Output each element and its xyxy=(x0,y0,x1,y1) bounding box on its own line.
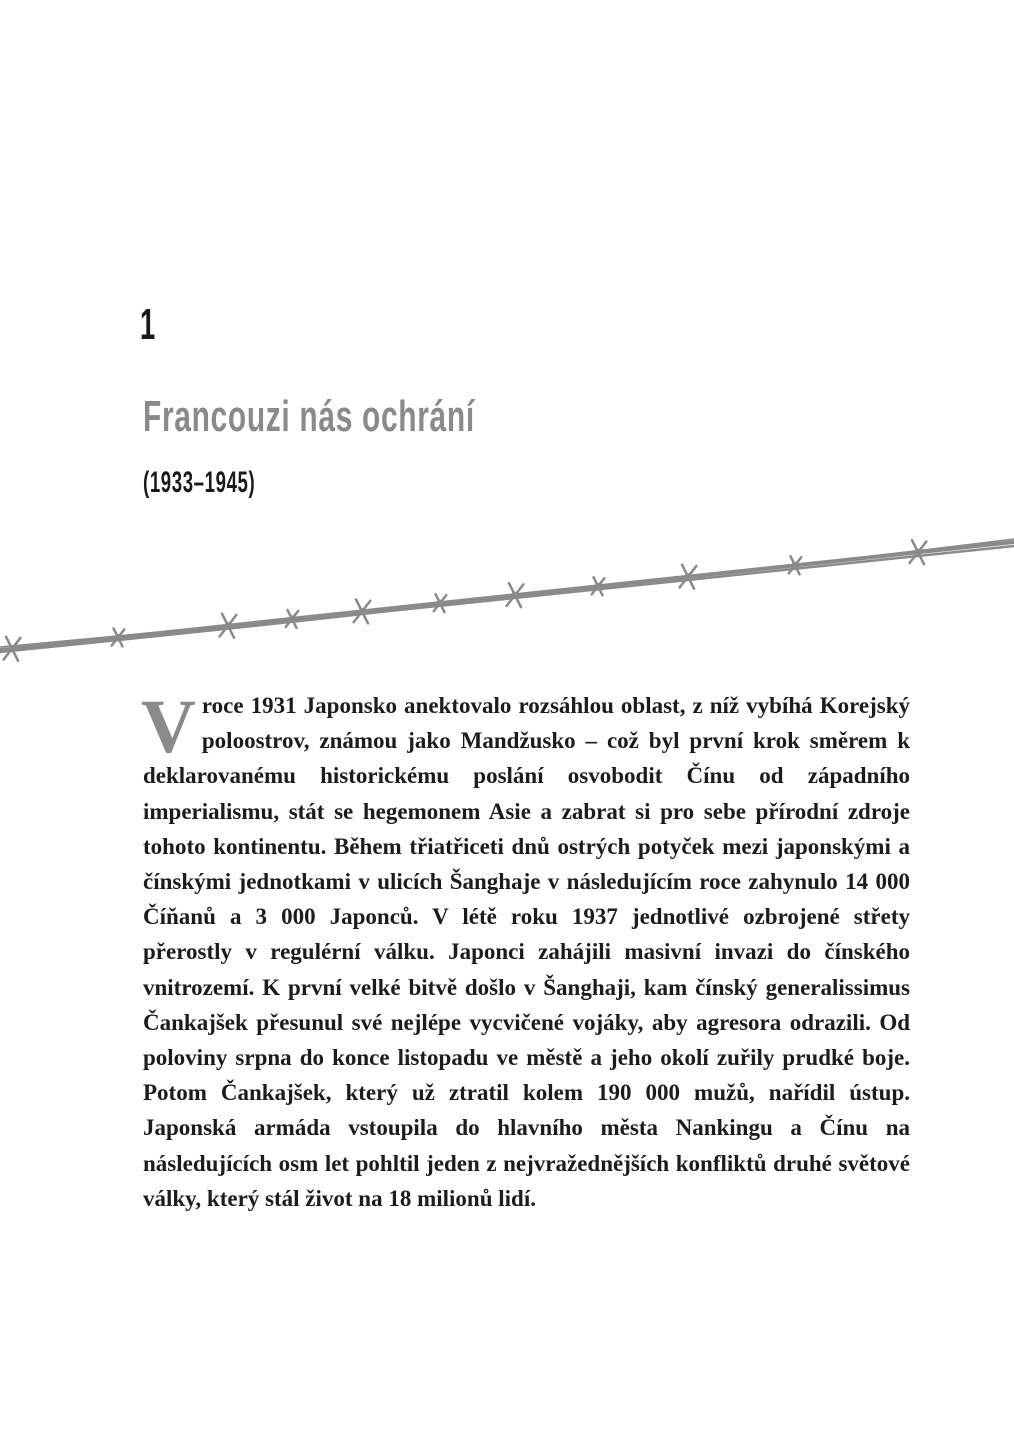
barb-knot xyxy=(915,549,922,556)
barb-knot xyxy=(512,592,519,599)
barb-knot xyxy=(685,573,692,580)
body-paragraph xyxy=(141,685,910,1216)
barb-knot xyxy=(225,622,232,629)
barb-knot xyxy=(792,562,799,569)
barb-knot xyxy=(595,583,602,590)
barb-knot xyxy=(437,600,444,607)
drop-cap: V xyxy=(141,685,196,769)
barb-knot xyxy=(9,645,16,652)
chapter-years: (1933–1945) xyxy=(143,466,256,499)
barb-knot xyxy=(289,615,296,622)
chapter-number: 1 xyxy=(140,300,156,349)
barb-knot xyxy=(359,608,366,615)
body-text: roce 1931 Japonsko anektovalo rozsáhlou oblast, z níž vybíhá Korejský poloostrov, známou jako Mandžusko – což byl první krok směrem k deklarovanému historickému poslání osvobodit Čínu od západního imperialismu, stát se hegemonem Asie a zabrat si pro sebe přírodní zdroje tohoto kontinentu. Během třiatřiceti dnů ostrých potyček mezi japonskými a čínskými jednotkami v ulicích Šanghaje v následujícím roce zahynulo 14 000 Číňanů a 3 000 Japonců. V létě roku 1937 jednotlivé ozbrojené střety přerostly v regulérní válku. Japonci zahájili masivní invazi do čínského vnitrozemí. K první velké bitvě došlo v Šanghaji, kam čínský generalissimus Čankajšek přesunul své nejlépe vycvičené vojáky, aby agresora odrazili. Od poloviny srpna do konce listopadu ve městě a jeho okolí zuřily prudké boje. Potom Čankajšek, který už ztratil kolem 190 000 mužů, nařídil ústup. Japonská armáda vstoupila do hlavního města Nankingu a Čínu na následujících osm let pohltil jeden z nejvražednějších konfliktů druhé světové války, který stál život na 18 milionů lidí. xyxy=(143,693,910,1211)
barbed-wire-decoration xyxy=(0,520,1014,670)
wire-strand-3 xyxy=(0,539,1014,647)
wire-strand-2 xyxy=(0,546,1014,652)
barb-knot xyxy=(115,634,122,641)
chapter-title: Francouzi nás ochrání xyxy=(143,392,475,441)
